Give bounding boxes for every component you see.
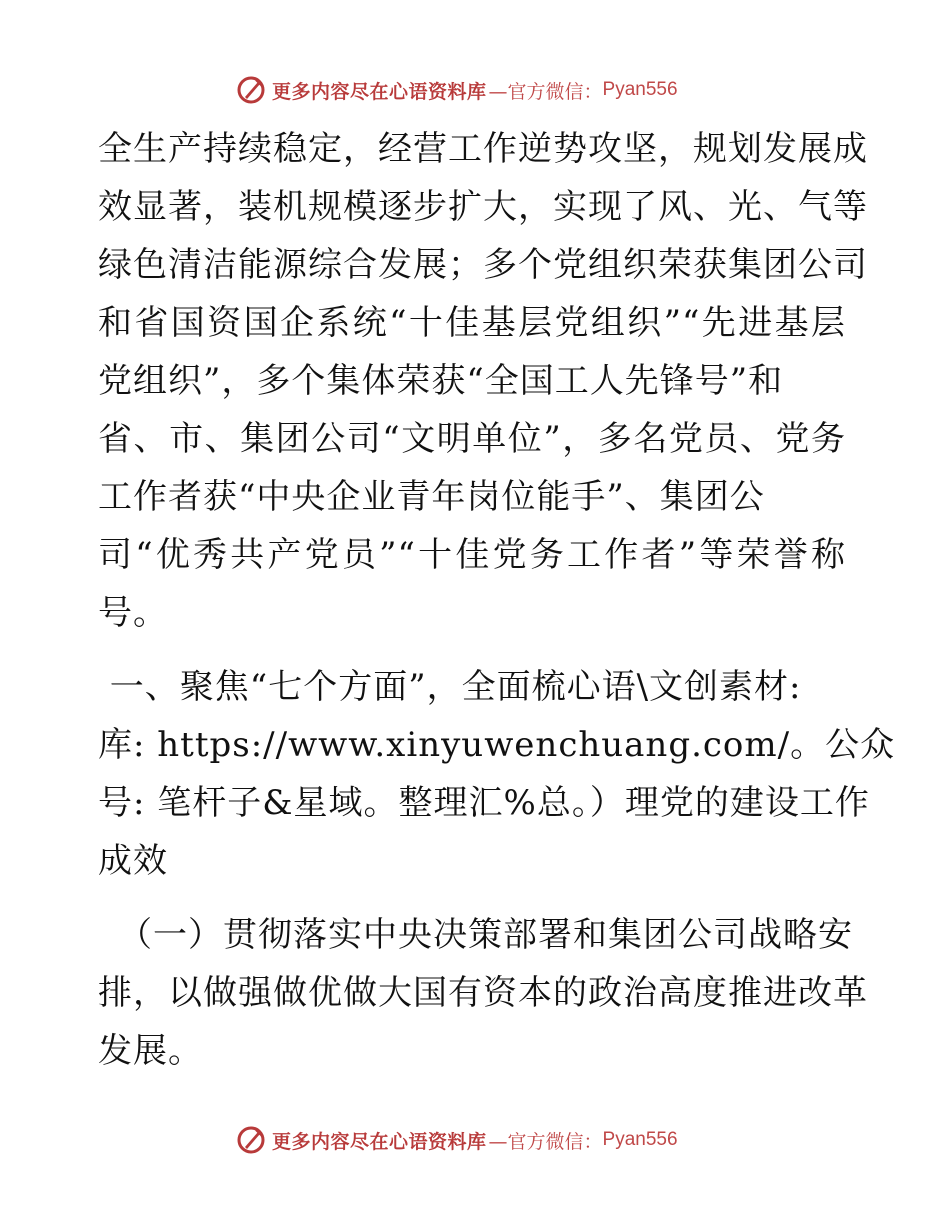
- quill-pen-circle-icon: [236, 1125, 266, 1155]
- text-line: 成效: [98, 841, 168, 881]
- text-line: 省、市、集团公司“文明单位”，多名党员、党务: [98, 419, 846, 459]
- document-body: [98, 120, 896, 1080]
- watermark-brand: 更多内容尽在心语资料库: [272, 1130, 487, 1153]
- text-line: 全生产持续稳定，经营工作逆势攻坚，规划发展成: [98, 129, 868, 169]
- text-line: 绿色清洁能源综合发展；多个党组织荣获集团公司: [98, 245, 868, 285]
- text-line: 和省国资国企系统“十佳基层党组织”“先进基层: [98, 303, 846, 343]
- text-line: 排，以做强做优做大国有资本的政治高度推进改革: [98, 973, 868, 1013]
- section-heading-one: [98, 658, 896, 890]
- quill-pen-circle-icon: [236, 75, 266, 105]
- watermark-wechat-id: Pyan556: [602, 1129, 678, 1150]
- text-line: 效显著，装机规模逐步扩大，实现了风、光、气等: [98, 187, 868, 227]
- watermark-wechat-id: Pyan556: [602, 79, 678, 100]
- text-line: 司“优秀共产党员”“十佳党务工作者”等荣誉称: [98, 535, 846, 575]
- text-line: 一、聚焦“七个方面”，全面梳心语\文创素材:: [98, 667, 802, 707]
- text-line: 库: https://www.xinyuwenchuang.com/。公众: [98, 725, 896, 765]
- text-line: 工作者获“中央企业青年岗位能手”、集团公: [98, 477, 765, 517]
- section-heading-two: [98, 906, 868, 1080]
- text-line: 发展。: [98, 1031, 203, 1071]
- text-line: 党组织”，多个集体荣获“全国工人先锋号”和: [98, 361, 784, 401]
- text-line: 号。: [98, 593, 168, 633]
- watermark-dash: —官方微信：: [488, 1130, 603, 1153]
- watermark-header: [236, 73, 678, 107]
- paragraph-achievements: [98, 120, 868, 642]
- text-line: 号: 笔杆子&星域。整理汇%总。）理党的建设工作: [98, 783, 870, 823]
- watermark-footer: [236, 1123, 678, 1157]
- text-line: （一）贯彻落实中央决策部署和集团公司战略安: [118, 915, 853, 955]
- watermark-brand: 更多内容尽在心语资料库: [272, 80, 487, 103]
- watermark-dash: —官方微信：: [488, 80, 603, 103]
